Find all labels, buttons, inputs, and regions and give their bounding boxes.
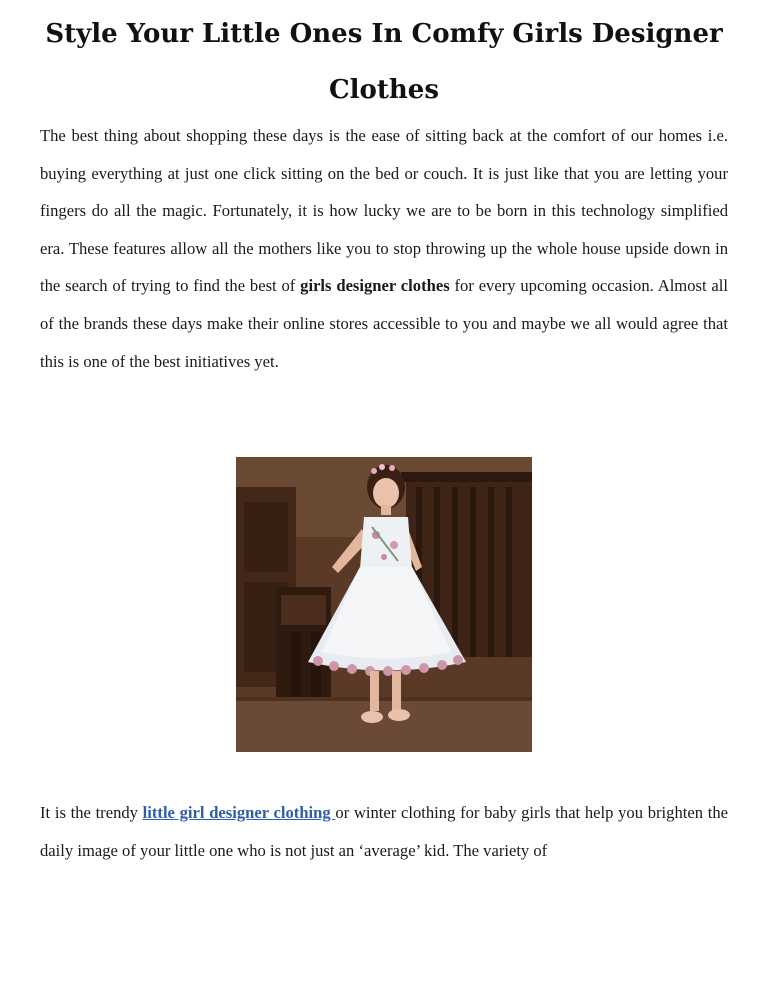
trendy-clothing-paragraph: [40, 794, 728, 869]
trendy-text-end: or winter clothing for baby girls that help you brighten the daily image of your little one who is not just an ‘average’ kid. The variety of: [40, 803, 728, 860]
little-girl-designer-clothing-link[interactable]: little girl designer clothing: [142, 803, 336, 822]
intro-paragraph: [40, 117, 728, 380]
intro-text-end: for every upcoming occasion. Almost all of the brands these days make their online stores accessible to you and maybe we all would agree that this is one of the best initiatives yet.: [40, 276, 729, 371]
intro-text-start: The best thing about shopping these days is the ease of sitting back at the comfort of our homes i.e. buying everything at just one click sitting on the bed or couch. It is just like that you are letting your fingers do all the magic. Fortunately, it is how lucky we are to be born in this technology simplified era. These features allow all the mothers like you to stop throwing up the whole house upside down in the search of trying to find the best of: [40, 126, 728, 296]
girl-dress-photo: [236, 457, 532, 752]
page-title: Style Your Little Ones In Comfy Girls Designer Clothes: [45, 19, 723, 105]
trendy-text-start: It is the trendy: [40, 803, 143, 822]
keyword-girls-designer-clothes: girls designer clothes: [300, 276, 450, 296]
